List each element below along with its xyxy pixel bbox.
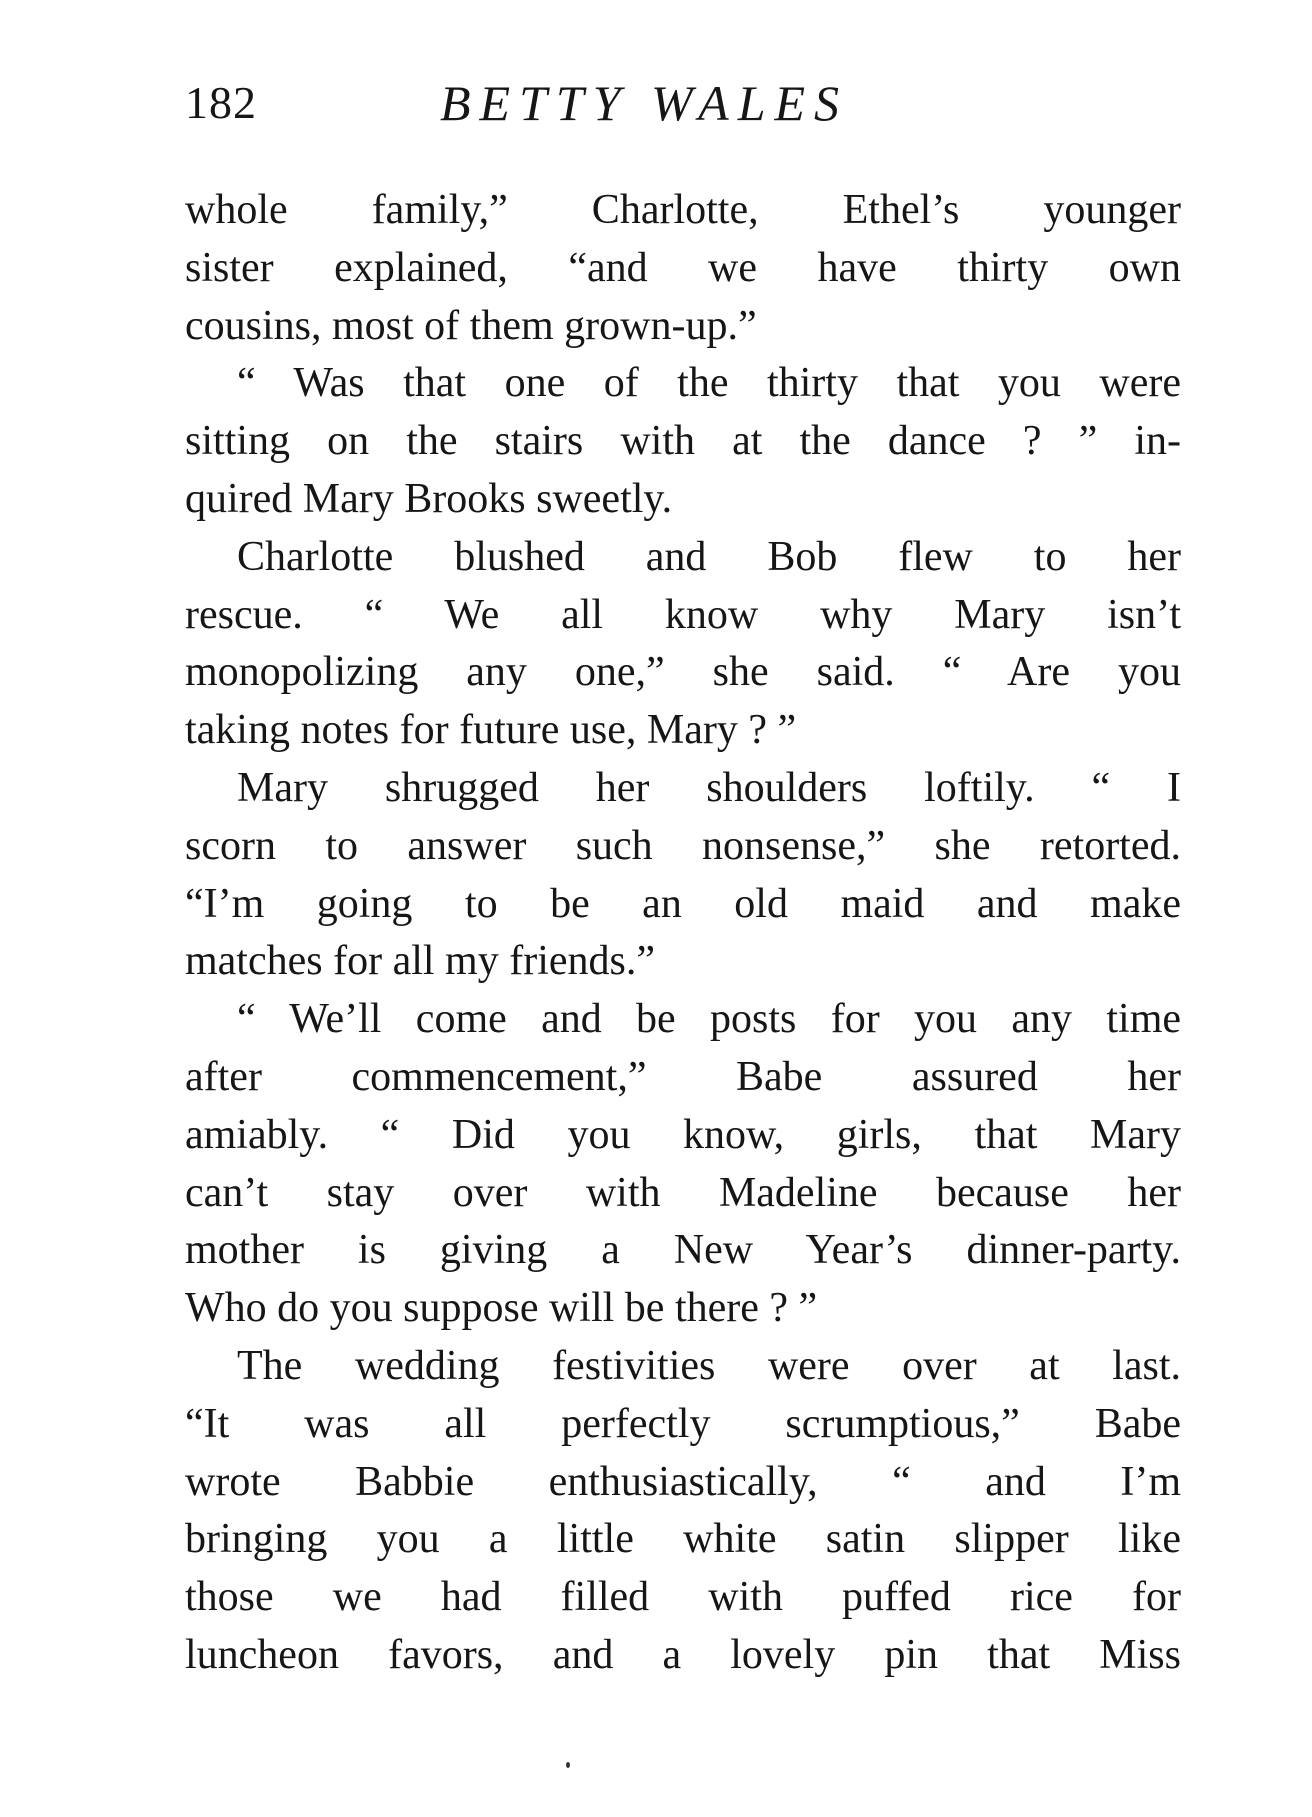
text-line: sister explained, “and we have thirty own (185, 244, 1181, 291)
text-line: rescue. “ We all know why Mary isn’t (185, 591, 1181, 638)
text-line: can’t stay over with Madeline because her (185, 1169, 1181, 1216)
running-title: BETTY WALES (440, 75, 849, 131)
text-line: amiably. “ Did you know, girls, that Mary (185, 1111, 1181, 1158)
page-number: 182 (185, 77, 257, 128)
text-line: wrote Babbie enthusiastically, “ and I’m (185, 1458, 1181, 1505)
body-text (185, 182, 1181, 1685)
text-line: bringing you a little white satin slipper like (185, 1516, 1181, 1563)
page-header (185, 70, 1185, 140)
text-line: sitting on the stairs with at the dance ? ” in- (185, 418, 1181, 465)
ink-speck (566, 1762, 570, 1768)
text-line: taking notes for future use, Mary ? ” (185, 707, 797, 754)
text-line: mother is giving a New Year’s dinner-party. (185, 1227, 1181, 1274)
text-line: monopolizing any one,” she said. “ Are you (185, 649, 1181, 696)
text-line: “ Was that one of the thirty that you were (237, 360, 1181, 407)
text-line: cousins, most of them grown-up.” (185, 302, 757, 349)
text-line: The wedding festivities were over at last. (237, 1342, 1181, 1389)
text-line: those we had filled with puffed rice for (185, 1574, 1181, 1621)
text-line: luncheon favors, and a lovely pin that Miss (185, 1631, 1181, 1678)
text-line: scorn to answer such nonsense,” she retorted. (185, 822, 1181, 869)
text-line: “I’m going to be an old maid and make (185, 880, 1181, 927)
text-line: quired Mary Brooks sweetly. (185, 475, 673, 522)
text-line: whole family,” Charlotte, Ethel’s younger (185, 187, 1181, 233)
text-line: matches for all my friends.” (185, 938, 655, 985)
text-line: Who do you suppose will be there ? ” (185, 1285, 818, 1332)
text-line: “ We’ll come and be posts for you any time (237, 996, 1181, 1043)
text-line: after commencement,” Babe assured her (185, 1053, 1181, 1100)
text-line: “It was all perfectly scrumptious,” Babe (185, 1400, 1181, 1447)
text-line: Charlotte blushed and Bob flew to her (237, 533, 1181, 580)
text-line: Mary shrugged her shoulders loftily. “ I (237, 764, 1181, 811)
